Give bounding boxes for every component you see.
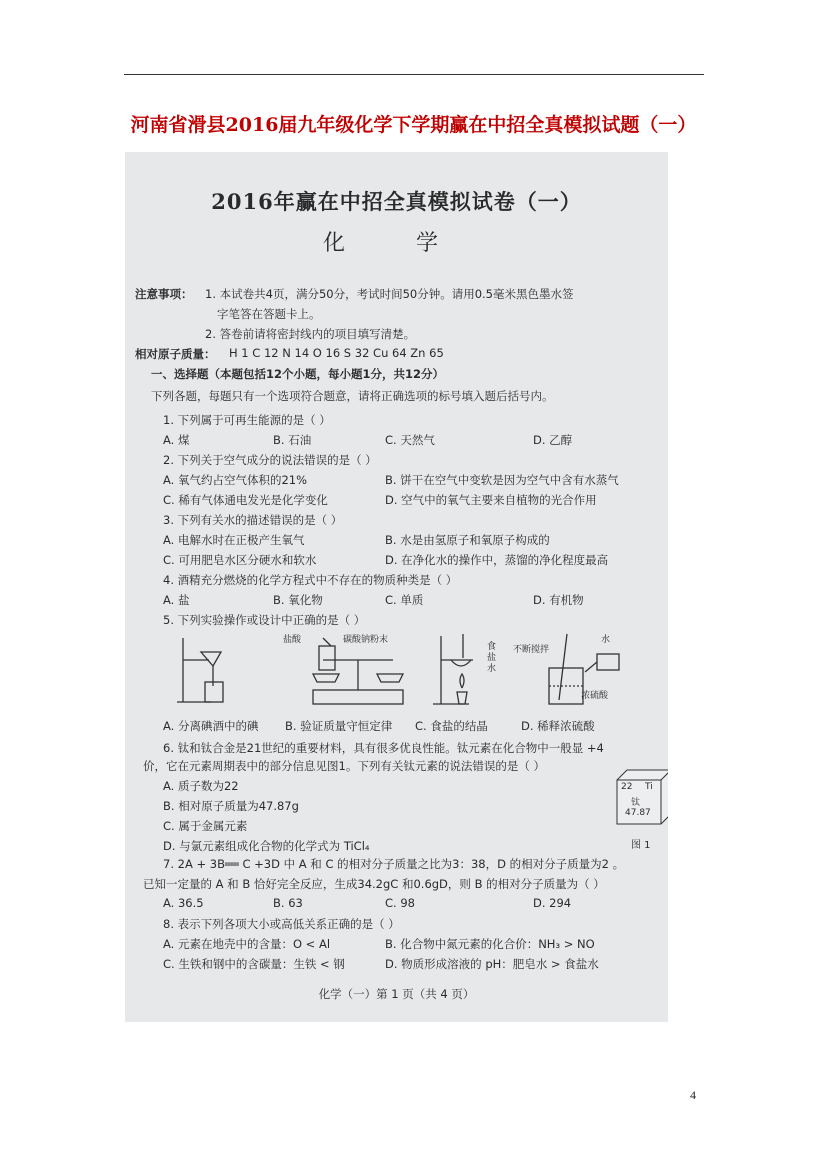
q2-option-c: C. 稀有气体通电发光是化学变化 [163, 493, 328, 507]
section-1-heading: 一、选择题（本题包括12个小题，每小题1分，共12分） [151, 367, 445, 381]
exam-page-footer: 化学（一）第 1 页（共 4 页） [318, 987, 475, 1001]
label-water: 水 [601, 635, 611, 645]
label-sodium-carbonate: 碳酸钠粉末 [343, 635, 389, 645]
q6-option-d: D. 与氯元素组成化合物的化学式为 TiCl₄ [163, 839, 370, 853]
titanium-element-cell [613, 768, 668, 826]
label-stir: 不断搅拌 [513, 645, 550, 655]
q4-option-b: B. 氧化物 [273, 593, 323, 607]
question-2: 2. 下列关于空气成分的说法错误的是（ ） [163, 453, 377, 467]
q8-option-c: C. 生铁和钢中的含碳量：生铁 < 钢 [163, 957, 345, 971]
ti-symbol: Ti [645, 782, 653, 792]
q6-option-c: C. 属于金属元素 [163, 819, 248, 833]
q7-option-b: B. 63 [273, 896, 303, 910]
q5-option-b: B. 验证质量守恒定律 [285, 719, 393, 733]
ti-name: 钛 [631, 798, 641, 808]
q7-option-d: D. 294 [533, 896, 572, 910]
q5-option-c: C. 食盐的结晶 [415, 719, 488, 733]
ti-atomic-number: 22 [621, 782, 633, 792]
q4-option-d: D. 有机物 [533, 593, 584, 607]
question-4: 4. 酒精充分燃烧的化学方程式中不存在的物质种类是（ ） [163, 573, 458, 587]
question-6-line2: 价，它在元素周期表中的部分信息见图1。下列有关钛元素的说法错误的是（ ） [143, 759, 545, 773]
note-1a: 1. 本试卷共4页，满分50分，考试时间50分钟。请用0.5毫米黑色墨水签 [205, 287, 574, 301]
question-3: 3. 下列有关水的描述错误的是（ ） [163, 513, 343, 527]
q5-option-a: A. 分离碘酒中的碘 [163, 719, 259, 733]
question-8: 8. 表示下列各项大小或高低关系正确的是（ ） [163, 917, 400, 931]
q3-option-c: C. 可用肥皂水区分硬水和软水 [163, 553, 317, 567]
q3-option-b: B. 水是由氢原子和氧原子构成的 [385, 533, 550, 547]
q8-option-d: D. 物质形成溶液的 pH：肥皂水 > 食盐水 [385, 957, 599, 971]
q7-option-c: C. 98 [385, 896, 415, 910]
label-hydrochloric-acid: 盐酸 [283, 635, 302, 645]
q4-option-c: C. 单质 [385, 593, 424, 607]
q6-option-a: A. 质子数为22 [163, 779, 239, 793]
document-title: 河南省滑县2016届九年级化学下学期赢在中招全真模拟试题（一） [130, 114, 697, 136]
page-number: 4 [690, 1088, 696, 1102]
notes-label: 注意事项： [135, 287, 193, 301]
q4-option-a: A. 盐 [163, 593, 190, 607]
q8-option-b: B. 化合物中氮元素的化合价：NH₃ > NO [385, 937, 595, 951]
label-conc-sulfuric-acid: 浓硫酸 [581, 691, 609, 701]
q7-option-a: A. 36.5 [163, 896, 204, 910]
instruction: 下列各题，每题只有一个选项符合题意，请将正确选项的标号填入题后括号内。 [151, 389, 554, 403]
q1-option-c: C. 天然气 [385, 433, 435, 447]
question-1: 1. 下列属于可再生能源的是（ ） [163, 413, 331, 427]
q2-option-b: B. 饼干在空气中变软是因为空气中含有水蒸气 [385, 473, 619, 487]
scanned-exam-page [125, 152, 668, 1022]
atomic-mass-values: H 1 C 12 N 14 O 16 S 32 Cu 64 Zn 65 [229, 346, 444, 360]
q1-option-d: D. 乙醇 [533, 433, 573, 447]
q3-option-a: A. 电解水时在正极产生氧气 [163, 533, 305, 547]
q6-option-b: B. 相对原子质量为47.87g [163, 799, 299, 813]
q3-option-d: D. 在净化水的操作中，蒸馏的净化程度最高 [385, 553, 609, 567]
q2-option-d: D. 空气中的氧气主要来自植物的光合作用 [385, 493, 597, 507]
question-6-line1: 6. 钛和钛合金是21世纪的重要材料，具有很多优良性能。钛元素在化合物中一般显 +4 [163, 741, 604, 755]
question-7-line2: 已知一定量的 A 和 B 恰好完全反应，生成34.2gC 和0.6gD，则 B 的相对分子质量为（ ） [143, 877, 605, 891]
figure-1-caption: 图 1 [631, 840, 651, 851]
q2-option-a: A. 氧气约占空气体积的21% [163, 473, 308, 487]
exam-subject: 化 学 [323, 231, 470, 256]
question-7-line1: 7. 2A + 3B══ C +3D 中 A 和 C 的相对分子质量之比为3：38，D 的相对分子质量为2 。 [163, 857, 625, 871]
atomic-mass-label: 相对原子质量： [135, 347, 216, 361]
q5-option-d: D. 稀释浓硫酸 [521, 719, 595, 733]
apparatus-a-filtration [165, 630, 255, 710]
note-1b: 字笔答在答题卡上。 [217, 307, 321, 321]
exam-title: 2016年赢在中招全真模拟试卷（一） [211, 189, 582, 214]
note-2: 2. 答卷前请将密封线内的项目填写清楚。 [205, 327, 416, 341]
question-5: 5. 下列实验操作或设计中正确的是（ ） [163, 613, 366, 627]
q8-option-a: A. 元素在地壳中的含量：O < Al [163, 937, 331, 951]
q1-option-a: A. 煤 [163, 433, 190, 447]
header-rule [124, 74, 704, 75]
q1-option-b: B. 石油 [273, 433, 312, 447]
ti-atomic-mass: 47.87 [625, 808, 651, 818]
label-salt-water: 食盐水 [487, 642, 497, 674]
